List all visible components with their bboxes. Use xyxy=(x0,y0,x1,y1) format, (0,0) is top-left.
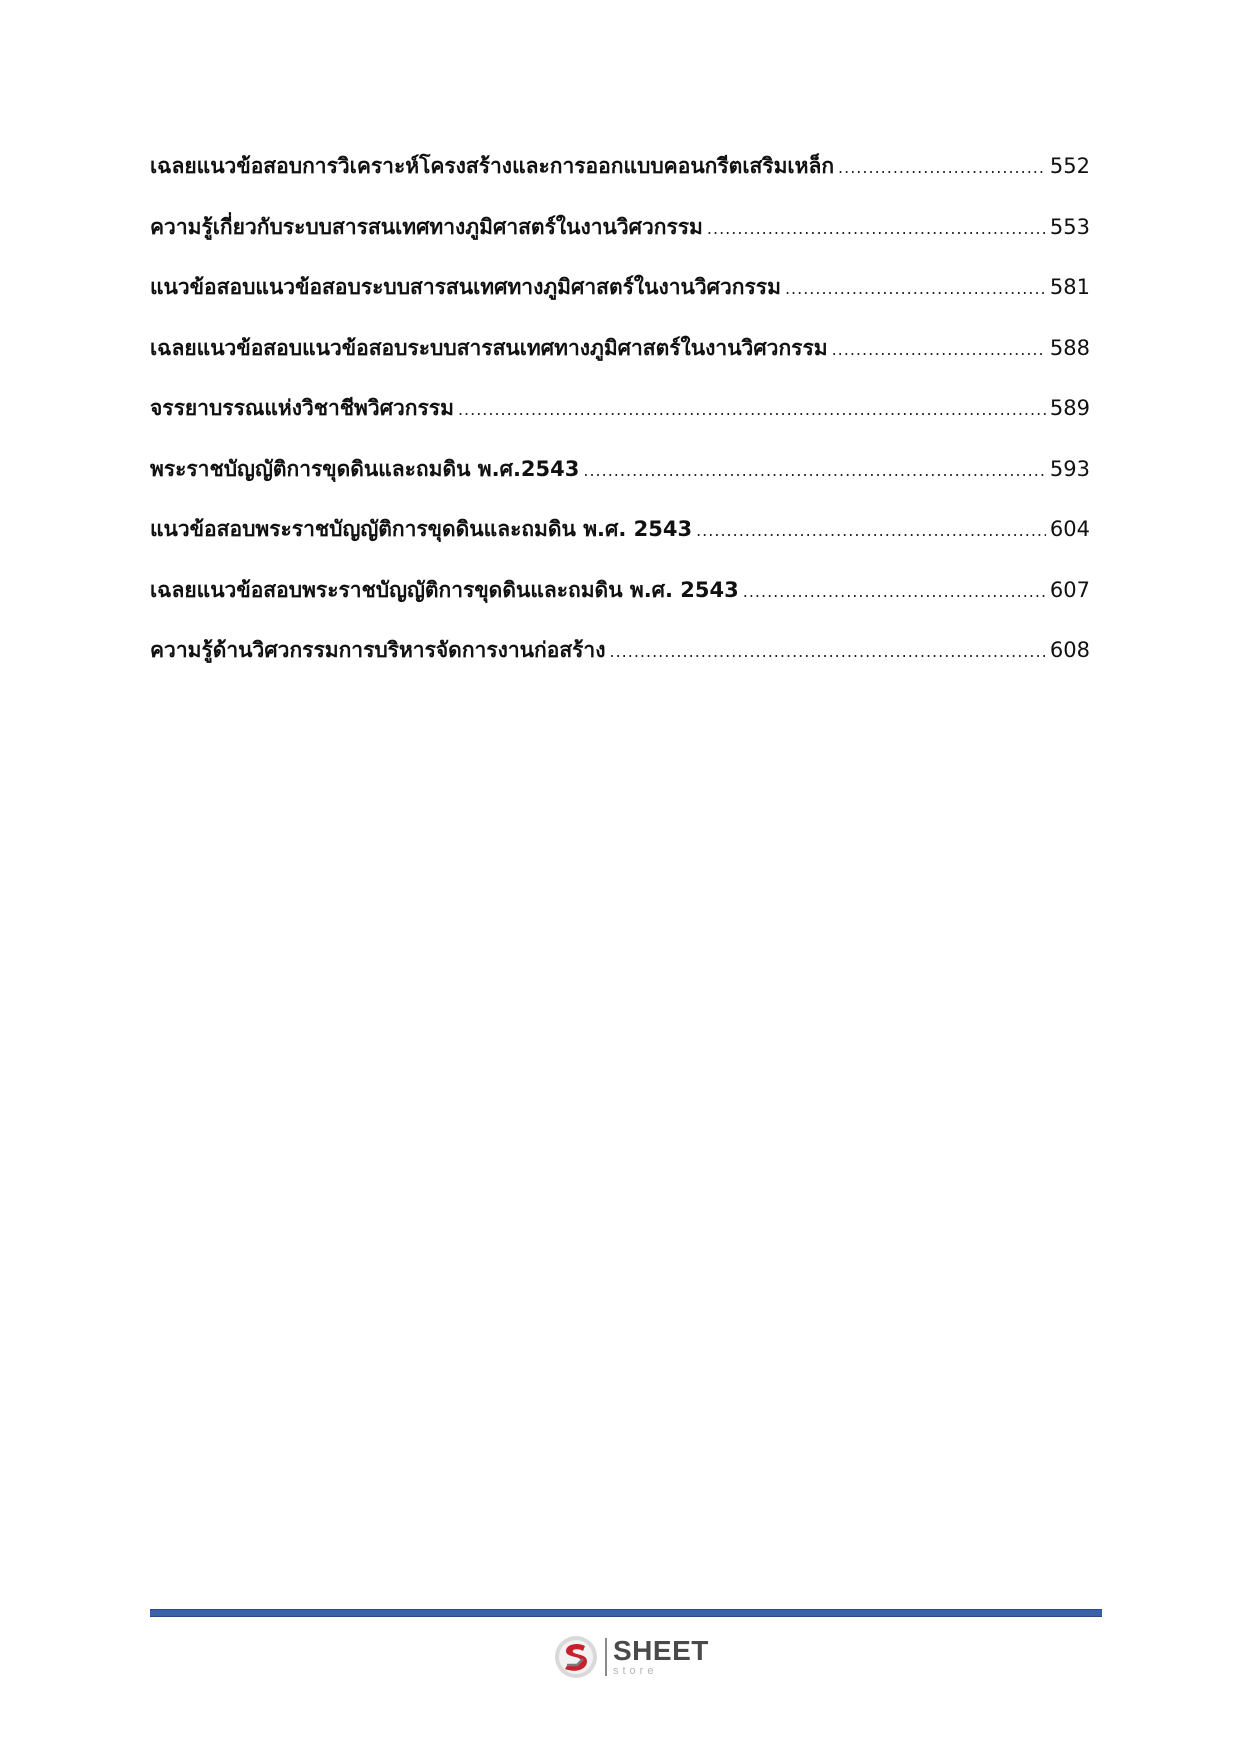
toc-entry-page: 588 xyxy=(1049,335,1090,360)
toc-entry-page: 607 xyxy=(1049,577,1090,602)
toc-entry[interactable] xyxy=(150,453,1090,514)
toc-entry-page: 589 xyxy=(1049,396,1090,420)
toc-dot-leader xyxy=(743,582,1046,601)
toc-dot-leader xyxy=(583,461,1046,480)
toc-dot-leader xyxy=(609,642,1045,661)
toc-entry-title: ความรู้เกี่ยวกับระบบสารสนเทศทางภูมิศาสตร์ในงานวิศวกรรม xyxy=(150,214,703,239)
logo-subword: store xyxy=(613,1665,658,1677)
footer-divider-bar xyxy=(150,1609,1102,1617)
toc-entry-page: 593 xyxy=(1049,456,1090,481)
toc-dot-leader xyxy=(458,400,1046,419)
toc-entry-page: 553 xyxy=(1049,214,1090,239)
toc-dot-leader xyxy=(838,158,1046,177)
logo-word: SHEET xyxy=(613,1635,709,1666)
toc-dot-leader xyxy=(785,279,1046,298)
toc-entry[interactable] xyxy=(150,150,1090,211)
toc-entry[interactable] xyxy=(150,271,1090,332)
toc-entry-title: เฉลยแนวข้อสอบพระราชบัญญัติการขุดดินและถมดิน พ.ศ. 2543 xyxy=(150,577,739,602)
toc-entry-title: เฉลยแนวข้อสอบการวิเคราะห์โครงสร้างและการออกแบบคอนกรีตเสริมเหล็ก xyxy=(150,154,835,178)
toc-entry[interactable] xyxy=(150,211,1090,272)
sheet-store-logo xyxy=(553,1630,709,1684)
toc-entry-title: เฉลยแนวข้อสอบแนวข้อสอบระบบสารสนเทศทางภูมิศาสตร์ในงานวิศวกรรม xyxy=(150,335,828,360)
toc-entry-title: แนวข้อสอบแนวข้อสอบระบบสารสนเทศทางภูมิศาสตร์ในงานวิศวกรรม xyxy=(150,275,781,299)
toc-entry-page: 608 xyxy=(1049,638,1090,662)
toc-entry[interactable] xyxy=(150,513,1090,574)
toc-entry-page: 604 xyxy=(1049,517,1090,541)
toc-entry[interactable] xyxy=(150,392,1090,453)
logo-separator xyxy=(605,1638,607,1676)
toc-entry-title: จรรยาบรรณแห่งวิชาชีพวิศวกรรม xyxy=(150,396,454,420)
logo-wordmark xyxy=(613,1637,709,1677)
toc-entry[interactable] xyxy=(150,574,1090,635)
toc-entry-title: พระราชบัญญัติการขุดดินและถมดิน พ.ศ.2543 xyxy=(150,456,580,481)
toc-entry-title: แนวข้อสอบพระราชบัญญัติการขุดดินและถมดิน พ.ศ. 2543 xyxy=(150,517,693,541)
toc-entry[interactable] xyxy=(150,634,1090,695)
toc-entry-title: ความรู้ด้านวิศวกรรมการบริหารจัดการงานก่อสร้าง xyxy=(150,638,606,662)
toc-dot-leader xyxy=(707,219,1046,238)
toc-entry-page: 552 xyxy=(1049,154,1090,178)
table-of-contents xyxy=(150,150,1090,695)
toc-dot-leader xyxy=(832,340,1046,359)
toc-entry[interactable] xyxy=(150,332,1090,393)
sheet-store-s-icon xyxy=(553,1634,599,1680)
toc-dot-leader xyxy=(696,521,1046,540)
toc-entry-page: 581 xyxy=(1049,275,1090,299)
